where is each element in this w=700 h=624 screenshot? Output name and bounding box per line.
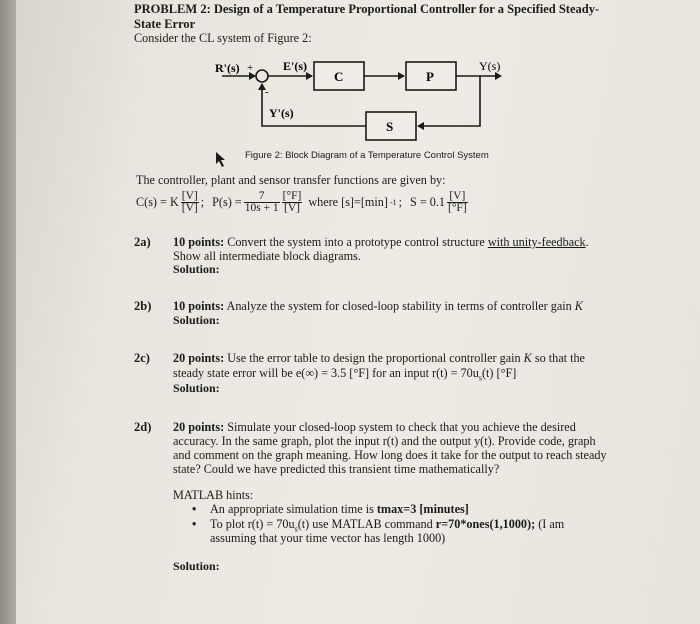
c-block-label: C [334, 69, 344, 84]
arrowhead-output [495, 72, 502, 80]
hint-2-line2: assuming that your time vector has length 1000) [210, 531, 446, 545]
hint-1 [210, 502, 469, 517]
intro-text: Consider the CL system of Figure 2: [134, 31, 312, 45]
s-eq-den: [°F] [448, 201, 467, 214]
p-eq-unit-fraction [282, 191, 303, 214]
hint-2-mid: (t) use MATLAB command [297, 517, 436, 531]
transfer-intro: The controller, plant and sensor transfer functions are given by: [136, 173, 446, 187]
part-2a-text1: Convert the system into a prototype control structure [224, 235, 488, 249]
part-2a-solution: Solution: [173, 262, 220, 276]
part-2b-points: 10 points: [173, 299, 225, 313]
part-2b-var: K [574, 299, 583, 313]
s-eq-prefix: S = 0.1 [410, 194, 445, 209]
part-2a-points: 10 points: [173, 235, 225, 249]
p-eq-unit-num: [°F] [282, 189, 302, 202]
part-2c-label: 2c) [134, 351, 150, 365]
part-2d-line1 [173, 420, 576, 435]
part-2c-line1 [173, 351, 585, 366]
arrowhead-into-c [306, 72, 313, 80]
hint-2-bold: r=70*ones(1,1000); [435, 517, 536, 531]
problem-title-line2: State Error [134, 17, 196, 31]
part-2b-text1: Analyze the system for closed-loop stability in terms of controller gain [224, 299, 575, 313]
yprime-label: Y'(s) [269, 106, 294, 120]
part-2c-points: 20 points: [173, 351, 225, 365]
part-2b-label: 2b) [134, 299, 152, 313]
p-eq-unit-den: [V] [284, 201, 300, 214]
part-2c-text1-end: so that the [531, 351, 585, 365]
arrowhead-into-p [398, 72, 405, 80]
part-2c-var: K [523, 351, 532, 365]
transfer-equations [136, 187, 468, 217]
part-2a-line1 [173, 235, 589, 250]
part-2d-solution: Solution: [173, 559, 220, 573]
part-2a-label: 2a) [134, 235, 151, 249]
part-2c-line2 [173, 366, 516, 382]
s-eq-num: [V] [447, 191, 468, 203]
part-2c-text2-end: (t) [°F] [481, 366, 517, 380]
problem-title-line1: PROBLEM 2: Design of a Temperature Proportional Controller for a Specified Steady- [134, 2, 600, 16]
part-2a-line2: Show all intermediate block diagrams. [173, 249, 361, 263]
part-2b-solution: Solution: [173, 313, 220, 327]
c-eq-fraction [181, 191, 199, 214]
plus-sign: + [247, 62, 254, 74]
part-2a-text1-underlined: with unity-feedback [487, 235, 586, 249]
part-2b-line1 [173, 299, 583, 314]
hint-2-sub: s [294, 524, 298, 534]
part-2c-text2-sub: s [478, 373, 482, 383]
matlab-hints-title: MATLAB hints: [173, 488, 254, 502]
where-text: where [s]=[min] [308, 194, 388, 209]
figure-caption: Figure 2: Block Diagram of a Temperature Control System [245, 150, 489, 161]
s-block-label: S [386, 119, 394, 134]
minus-sign: - [265, 86, 269, 98]
where-sep: ; [398, 194, 403, 209]
hint-2-end: (I am [535, 517, 565, 531]
e-label: E'(s) [283, 59, 307, 73]
part-2d-line2: accuracy. In the same graph, plot the input r(t) and the output y(t). Provide code, graph [173, 434, 596, 448]
r-label: R'(s) [215, 61, 240, 75]
c-eq-prefix: C(s) = K [136, 194, 179, 209]
hint-2-text: To plot r(t) = 70u [210, 517, 295, 531]
y-label: Y(s) [479, 59, 501, 73]
p-eq-prefix: P(s) = [212, 194, 242, 209]
part-2d-line4: state? Could we have predicted this transient time mathematically? [173, 462, 500, 476]
hint-1-bold: tmax=3 [minutes] [376, 502, 469, 516]
part-2a-text1-end: . [585, 235, 589, 249]
part-2d-line3: and comment on the graph meaning. How long does it take for the output to reach steady [173, 448, 607, 462]
p-eq-fraction [244, 191, 280, 214]
p-eq-den: 10s + 1 [244, 201, 279, 214]
p-eq-num: 7 [244, 191, 280, 203]
part-2d-text1: Simulate your closed-loop system to check that you achieve the desired [224, 420, 576, 434]
p-block-label: P [426, 69, 434, 84]
part-2d-points: 20 points: [173, 420, 225, 434]
mouse-cursor-icon [216, 152, 225, 167]
arrowhead-into-s [417, 122, 424, 130]
c-eq-den: [V] [181, 201, 198, 214]
part-2c-text2: steady state error will be e(∞) = 3.5 [°F] for an input r(t) = 70u [173, 366, 479, 380]
summing-junction [256, 70, 268, 82]
hint-1-text: An appropriate simulation time is [210, 502, 377, 516]
where-exponent: -1 [389, 197, 397, 207]
part-2d-label: 2d) [134, 420, 152, 434]
c-eq-sep: ; [200, 194, 205, 209]
s-eq-fraction [447, 191, 468, 214]
part-2c-solution: Solution: [173, 381, 220, 395]
c-eq-num: [V] [181, 189, 198, 202]
part-2c-text1: Use the error table to design the proportional controller gain [224, 351, 524, 365]
